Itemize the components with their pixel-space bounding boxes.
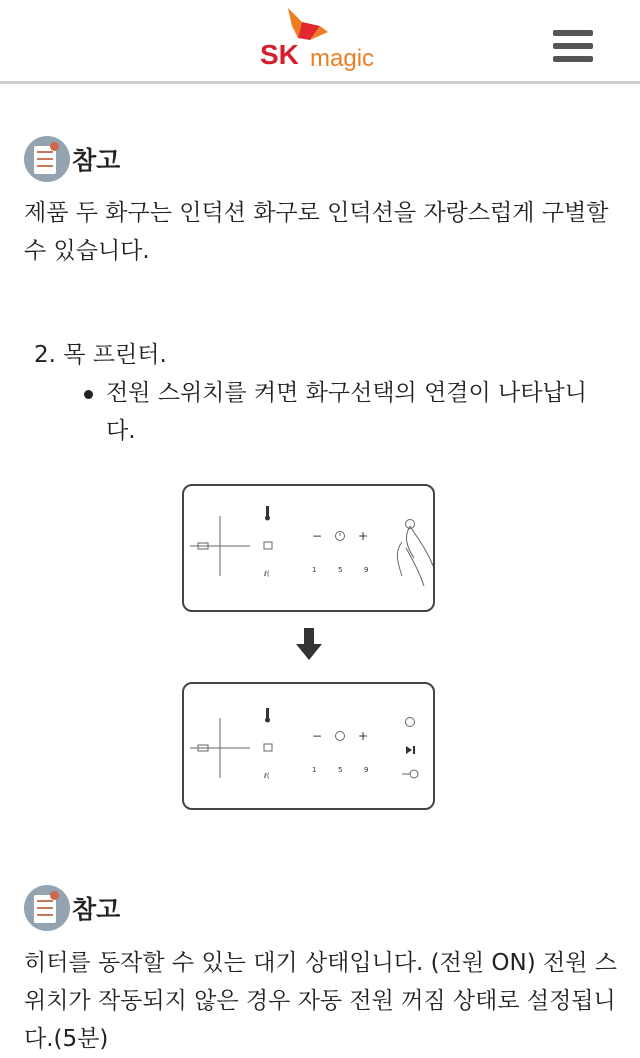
note-text: 제품 두 화구는 인덕션 화구로 인덕션을 자랑스럽게 구별할 수 있습니다. [24,200,609,264]
level-label: 9 [364,766,369,774]
header [0,0,640,84]
level-label: 9 [364,566,369,574]
level-label: 5 [338,766,343,774]
svg-text:ℓ(: ℓ( [264,772,270,780]
note-heading [24,136,120,182]
svg-text:SK: SK [260,39,299,70]
down-arrow-icon [295,628,323,662]
cooktop-panel-after [182,682,435,810]
note-icon [24,885,70,931]
note-text: 히터를 동작할 수 있는 대기 상태입니다. (전원 ON) 전원 스위치가 작동되지 않은 경우 자동 전원 꺼짐 상태로 설정됩니다.(5분) [24,950,617,1052]
plus-label: + [358,729,369,743]
minus-label: − [312,529,323,543]
plus-label: + [358,529,369,543]
note-icon [24,136,70,182]
note-heading [24,885,120,931]
level-label: 5 [338,566,343,574]
sk-magic-logo[interactable] [258,4,388,72]
note-title: 참고 [72,895,121,924]
cooktop-panel-before [182,484,435,612]
svg-text:ℓ(: ℓ( [264,570,270,578]
svg-text:magic: magic [310,45,375,72]
bullet-item: 전원 스위치를 켜면 화구선택의 연결이 나타납니다. [82,374,612,450]
hamburger-menu-icon[interactable] [553,30,593,64]
note-title: 참고 [72,146,121,175]
level-label: 1 [312,766,317,774]
minus-label: − [312,729,323,743]
level-label: 1 [312,566,317,574]
step-label: 2. 목 프린터. [34,342,167,368]
